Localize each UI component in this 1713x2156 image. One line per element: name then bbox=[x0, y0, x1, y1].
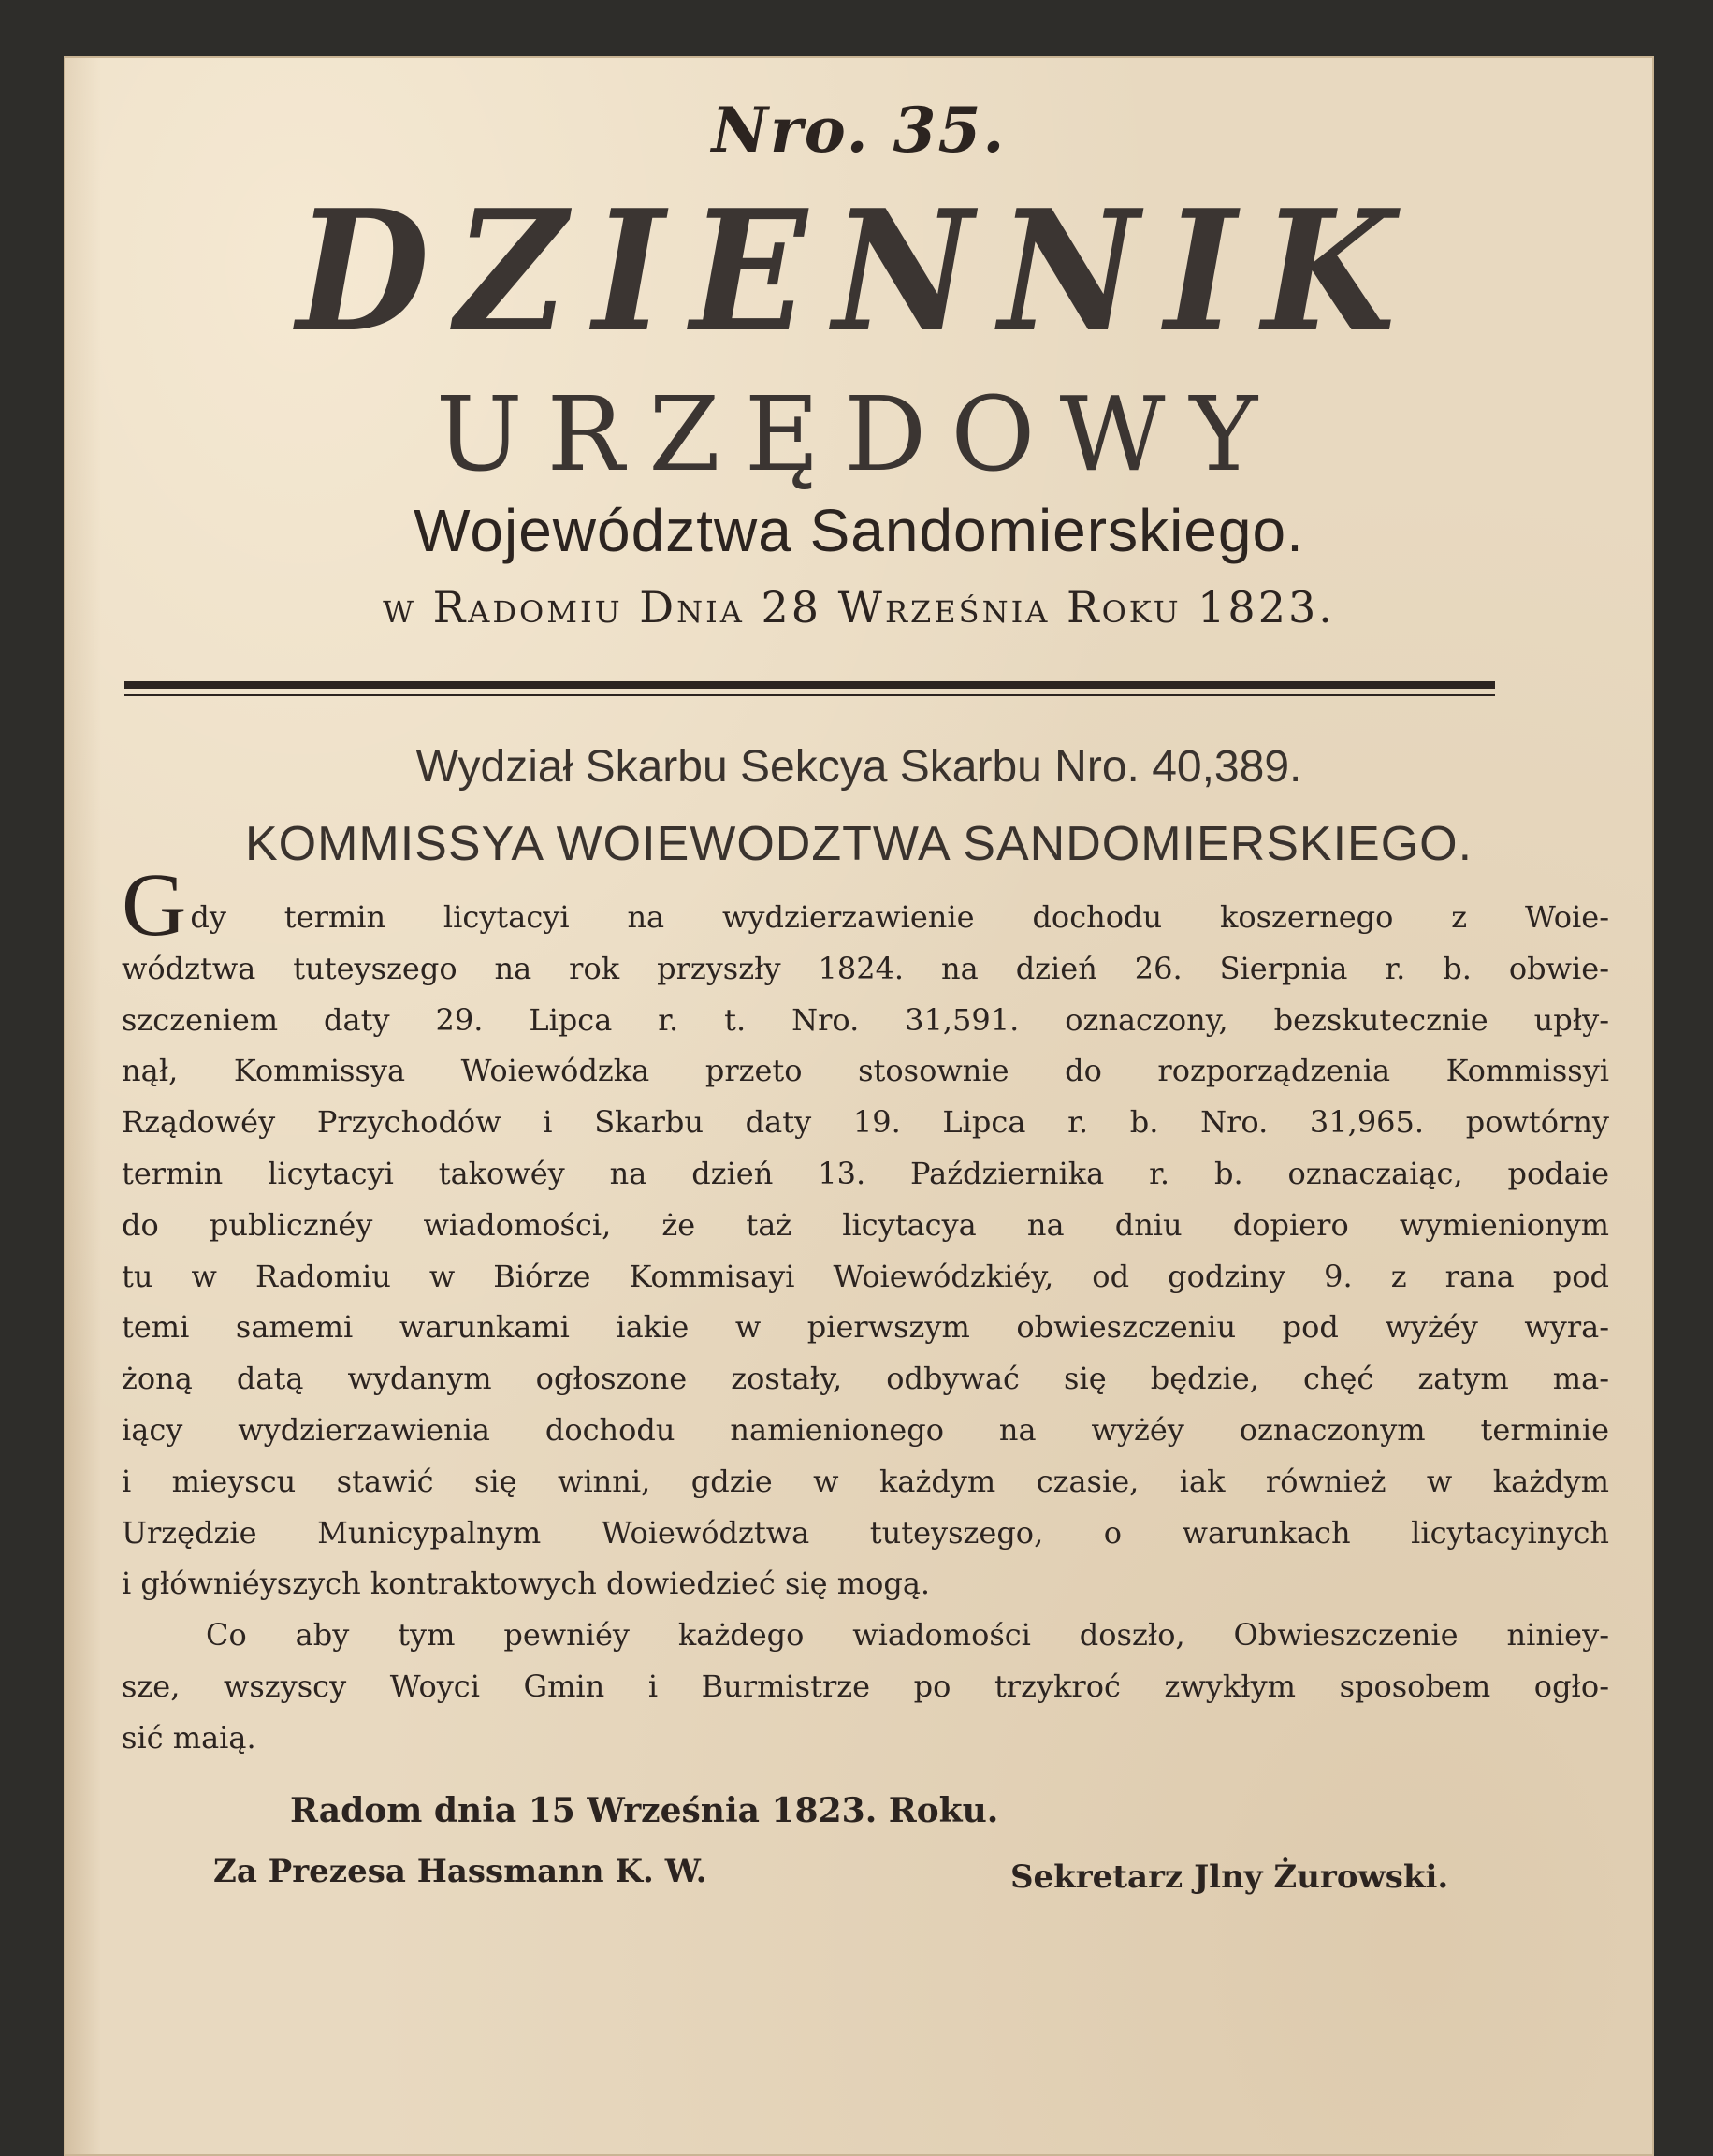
masthead-rule-thick bbox=[124, 681, 1495, 689]
signature-president: Za Prezesa Hassmann K. W. bbox=[213, 1853, 707, 1890]
notice-line: do publicznéy wiadomości, że taż licytacya na dniu dopiero wymienionym bbox=[122, 1206, 1609, 1243]
issuing-authority: KOMMISSYA WOIEWODZTWA SANDOMIERSKIEGO. bbox=[244, 817, 1473, 871]
issue-date-line: w Radomiu Dnia 28 Września Roku 1823. bbox=[383, 582, 1335, 633]
notice-line: szczeniem daty 29. Lipca r. t. Nro. 31,591. oznaczony, bezskutecznie upły- bbox=[122, 1001, 1609, 1038]
notice-line: i mieyscu stawić się winni, gdzie w każdym czasie, iak również w każdym bbox=[122, 1463, 1609, 1499]
notice-line: Co aby tym pewniéy każdego wiadomości doszło, Obwieszczenie niniey- bbox=[206, 1617, 1609, 1653]
notice-line: sze, wszyscy Woyci Gmin i Burmistrze po trzykroć zwykłym sposobem ogło- bbox=[122, 1668, 1609, 1704]
section-reference: Wydział Skarbu Sekcya Skarbu Nro. 40,389. bbox=[415, 742, 1302, 792]
newspaper-page bbox=[64, 56, 1654, 2156]
masthead-rule-thin bbox=[124, 694, 1495, 696]
notice-line: temi samemi warunkami iakie w pierwszym obwieszczeniu pod wyżéy wyra- bbox=[122, 1309, 1609, 1346]
issue-number: Nro. 35. bbox=[711, 94, 1007, 167]
notice-line: Rządowéy Przychodów i Skarbu daty 19. Lipca r. b. Nro. 31,965. powtórny bbox=[122, 1104, 1609, 1141]
notice-body bbox=[122, 854, 1609, 1764]
notice-line: sić maią. bbox=[122, 1719, 256, 1755]
masthead-title: DZIENNIK bbox=[296, 173, 1422, 369]
notice-line: wództwa tuteyszego na rok przyszły 1824. na dzień 26. Sierpnia r. b. obwie- bbox=[122, 950, 1609, 986]
masthead-subtitle: URZĘDOWY bbox=[435, 374, 1283, 494]
notice-line: Urzędzie Municypalnym Woiewództwa tuteyszego, o warunkach licytacyinych bbox=[122, 1514, 1609, 1551]
place-and-date: Radom dnia 15 Września 1823. Roku. bbox=[290, 1791, 999, 1830]
notice-line: żoną datą wydanym ogłoszone zostały, odbywać się będzie, chęć zatym ma- bbox=[122, 1361, 1609, 1397]
drop-cap: G bbox=[122, 854, 187, 954]
notice-line: tu w Radomiu w Biórze Kommisayi Woiewódzkiéy, od godziny 9. z rana pod bbox=[122, 1258, 1609, 1294]
notice-line: iący wydzierzawienia dochodu namienionego na wyżéy oznaczonym terminie bbox=[122, 1411, 1609, 1448]
signature-secretary: Sekretarz Jlny Żurowski. bbox=[1010, 1858, 1449, 1896]
masthead-region: Województwa Sandomierskiego. bbox=[414, 497, 1304, 564]
notice-line: Gdy termin licytacyi na wydzierzawienie dochodu koszernego z Woie- bbox=[122, 854, 1609, 954]
notice-line: i główniéyszych kontraktowych dowiedzieć się mogą. bbox=[122, 1566, 931, 1602]
notice-line: termin licytacyi takowéy na dzień 13. Października r. b. oznaczaiąc, podaie bbox=[122, 1155, 1609, 1191]
notice-line: nął, Kommissya Woiewódzka przeto stosownie do rozporządzenia Kommissyi bbox=[122, 1053, 1609, 1089]
